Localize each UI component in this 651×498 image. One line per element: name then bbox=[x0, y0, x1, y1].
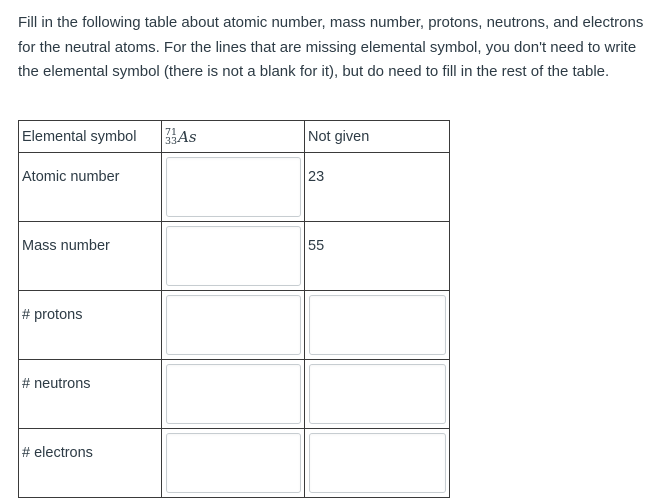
atom1-electrons-input[interactable] bbox=[166, 433, 301, 493]
atom1-electrons-cell bbox=[162, 429, 305, 498]
atom2-symbol: Not given bbox=[305, 121, 450, 153]
nuclide-symbol: As bbox=[178, 127, 197, 146]
header-label: Elemental symbol bbox=[19, 121, 162, 153]
atom1-protons-cell bbox=[162, 291, 305, 360]
atom2-neutrons-input[interactable] bbox=[309, 364, 446, 424]
atom2-atomic-number: 23 bbox=[305, 153, 450, 222]
atom1-neutrons-input[interactable] bbox=[166, 364, 301, 424]
nuclide-notation bbox=[162, 121, 197, 152]
atom2-protons-input[interactable] bbox=[309, 295, 446, 355]
atom-table bbox=[18, 120, 450, 498]
nuclide-symbol-cell bbox=[162, 121, 305, 153]
row-label: Mass number bbox=[19, 222, 162, 291]
table-row-mass-number bbox=[19, 222, 450, 291]
atom1-atomic-number-cell bbox=[162, 153, 305, 222]
atom2-electrons-cell bbox=[305, 429, 450, 498]
atom1-mass-number-cell bbox=[162, 222, 305, 291]
table-row-atomic-number bbox=[19, 153, 450, 222]
table-row-electrons bbox=[19, 429, 450, 498]
row-label: # protons bbox=[19, 291, 162, 360]
row-label: # electrons bbox=[19, 429, 162, 498]
atom1-mass-number-input[interactable] bbox=[166, 226, 301, 286]
table-row-protons bbox=[19, 291, 450, 360]
nuclide-mass-number: 71 bbox=[165, 126, 178, 138]
table-row-neutrons bbox=[19, 360, 450, 429]
nuclide-atomic-number: 33 bbox=[165, 135, 178, 147]
row-label: # neutrons bbox=[19, 360, 162, 429]
atom2-protons-cell bbox=[305, 291, 450, 360]
atom1-neutrons-cell bbox=[162, 360, 305, 429]
header-row bbox=[19, 121, 450, 153]
row-label: Atomic number bbox=[19, 153, 162, 222]
atom2-electrons-input[interactable] bbox=[309, 433, 446, 493]
atom2-neutrons-cell bbox=[305, 360, 450, 429]
instructions-text: Fill in the following table about atomic number, mass number, protons, neutrons, and electrons for the neutral atoms. For the lines that are missing elemental symbol, you don't need to write the elemental symbol (there is not a blank for it), but do need to fill in the rest of the table. bbox=[18, 14, 644, 80]
atom1-atomic-number-input[interactable] bbox=[166, 157, 301, 217]
atom1-protons-input[interactable] bbox=[166, 295, 301, 355]
atom2-mass-number: 55 bbox=[305, 222, 450, 291]
